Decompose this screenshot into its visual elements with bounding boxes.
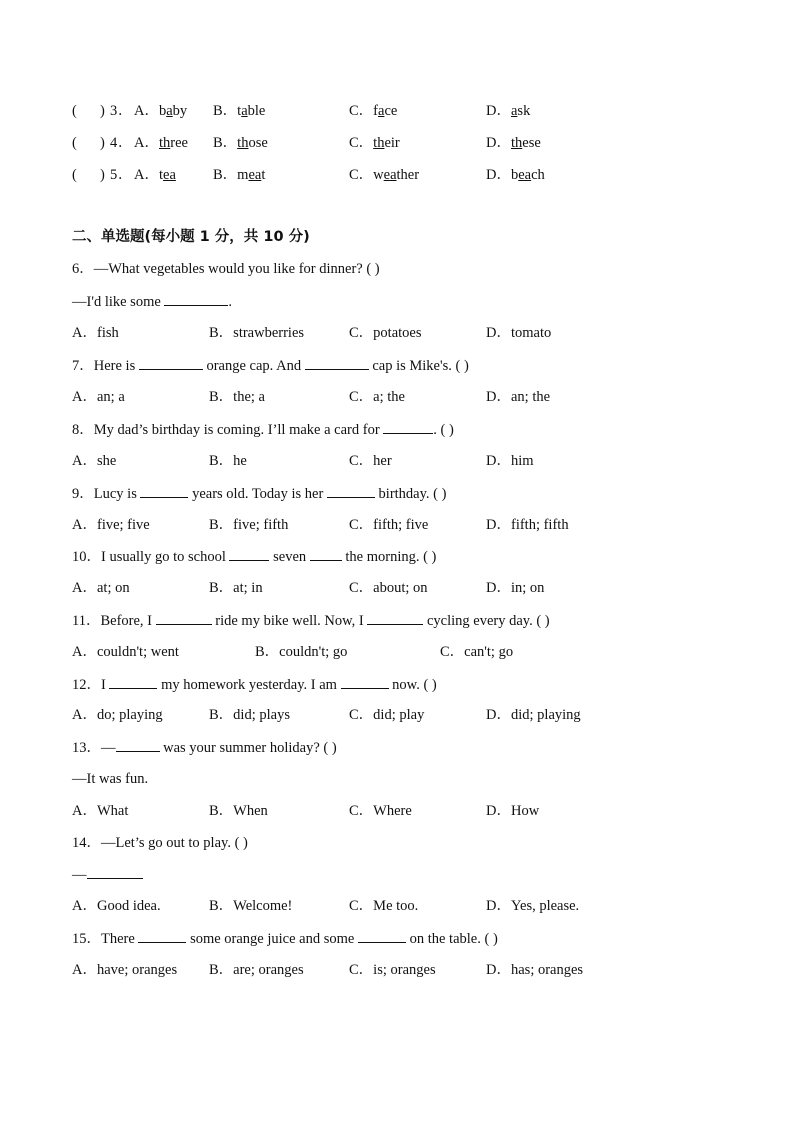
option-a: A．baby — [134, 103, 188, 119]
phonics-row-5: ( ) 5 ． A．tea B．meat C．weather D．beach — [72, 167, 545, 183]
option-a: A．have; oranges — [72, 962, 178, 978]
option-b: B．at; in — [209, 580, 263, 596]
option-d: D．tomato — [486, 325, 552, 341]
answer-paren-open: ( — [72, 103, 77, 119]
question-13: 13．— was your summer holiday? ( ) — [72, 737, 337, 757]
option-d: D．him — [486, 453, 534, 469]
answer-paren-close: ) — [100, 135, 105, 151]
question-14: 14．—Let’s go out to play. ( ) — [72, 835, 248, 851]
option-d: D．an; the — [486, 389, 551, 405]
option-b: B．couldn't; go — [255, 644, 348, 660]
section-title: 二、单选题(每小题 1 分，共 10 分) — [72, 229, 310, 245]
option-b: B．strawberries — [209, 325, 305, 341]
option-a: A．What — [72, 803, 129, 819]
option-c: C．fifth; five — [349, 517, 429, 533]
option-d: D．beach — [486, 167, 545, 183]
option-d: D．did; playing — [486, 707, 581, 723]
question-number: 4 — [110, 135, 118, 151]
question-15: 15．There some orange juice and some on the table. ( ) — [72, 928, 498, 948]
question-11: 11．Before, I ride my bike well. Now, I cycling every day. ( ) — [72, 610, 550, 630]
option-d: D．these — [486, 135, 541, 151]
answer-blank[interactable] — [164, 291, 228, 306]
option-a: A．five; five — [72, 517, 150, 533]
question-13-followup: —It was fun. — [72, 771, 149, 787]
option-d: D．How — [486, 803, 540, 819]
option-b: B．Welcome! — [209, 898, 293, 914]
option-b: B．those — [213, 135, 268, 151]
answer-paren-open: ( — [72, 167, 77, 183]
option-b: B．the; a — [209, 389, 265, 405]
answer-paren-open: ( — [72, 135, 77, 151]
option-c: C．did; play — [349, 707, 425, 723]
answer-paren-close: ) — [100, 167, 105, 183]
option-a: A．fish — [72, 325, 119, 341]
answer-blank[interactable] — [383, 419, 433, 434]
option-c: C．can't; go — [440, 644, 514, 660]
answer-blank[interactable] — [327, 483, 375, 498]
option-c: C．her — [349, 453, 392, 469]
question-number: 3 — [110, 103, 118, 119]
answer-blank[interactable] — [305, 355, 369, 370]
option-b: B．table — [213, 103, 266, 119]
option-a: A．Good idea. — [72, 898, 161, 914]
answer-blank[interactable] — [310, 546, 342, 561]
question-6: 6．—What vegetables would you like for dinner? ( ) — [72, 261, 380, 277]
option-c: C．face — [349, 103, 398, 119]
option-c: C．potatoes — [349, 325, 422, 341]
option-c: C．about; on — [349, 580, 428, 596]
option-d: D．ask — [486, 103, 531, 119]
answer-blank[interactable] — [109, 674, 157, 689]
answer-paren-close: ) — [100, 103, 105, 119]
option-d: D．has; oranges — [486, 962, 584, 978]
option-d: D．in; on — [486, 580, 545, 596]
option-c: C．is; oranges — [349, 962, 436, 978]
option-b: B．five; fifth — [209, 517, 289, 533]
option-b: B．meat — [213, 167, 266, 183]
answer-blank[interactable] — [358, 928, 406, 943]
answer-blank[interactable] — [140, 483, 188, 498]
option-c: C．Where — [349, 803, 412, 819]
option-a: A．she — [72, 453, 117, 469]
phonics-row-3: ( ) 3 ． A．baby B．table C．face D．ask — [72, 103, 531, 119]
question-7: 7．Here is orange cap. And cap is Mike's. ( ) — [72, 355, 469, 375]
option-a: A．at; on — [72, 580, 130, 596]
answer-blank[interactable] — [116, 737, 160, 752]
phonics-row-4: ( ) 4 ． A．three B．those C．their D．these — [72, 135, 541, 151]
option-b: B．he — [209, 453, 247, 469]
option-c: C．weather — [349, 167, 420, 183]
question-10: 10．I usually go to school seven the morning. ( ) — [72, 546, 436, 566]
answer-blank[interactable] — [367, 610, 423, 625]
question-12: 12．I my homework yesterday. I am now. ( ) — [72, 674, 437, 694]
answer-blank[interactable] — [138, 928, 186, 943]
answer-blank[interactable] — [341, 674, 389, 689]
option-b: B．When — [209, 803, 268, 819]
question-8: 8．My dad’s birthday is coming. I’ll make a card for . ( ) — [72, 419, 454, 439]
answer-blank[interactable] — [87, 864, 143, 879]
option-a: A．tea — [134, 167, 176, 183]
option-d: D．fifth; fifth — [486, 517, 569, 533]
answer-blank[interactable] — [229, 546, 269, 561]
option-b: B．did; plays — [209, 707, 290, 723]
question-6-followup: —I'd like some . — [72, 291, 232, 311]
question-14-followup: — — [72, 864, 143, 884]
option-b: B．are; oranges — [209, 962, 304, 978]
option-a: A．do; playing — [72, 707, 163, 723]
option-a: A．three — [134, 135, 188, 151]
answer-blank[interactable] — [156, 610, 212, 625]
option-c: C．Me too. — [349, 898, 419, 914]
option-a: A．couldn't; went — [72, 644, 179, 660]
option-c: C．a; the — [349, 389, 405, 405]
option-c: C．their — [349, 135, 400, 151]
option-a: A．an; a — [72, 389, 125, 405]
question-9: 9．Lucy is years old. Today is her birthday. ( ) — [72, 483, 446, 503]
question-number: 5 — [110, 167, 118, 183]
answer-blank[interactable] — [139, 355, 203, 370]
option-d: D．Yes, please. — [486, 898, 580, 914]
